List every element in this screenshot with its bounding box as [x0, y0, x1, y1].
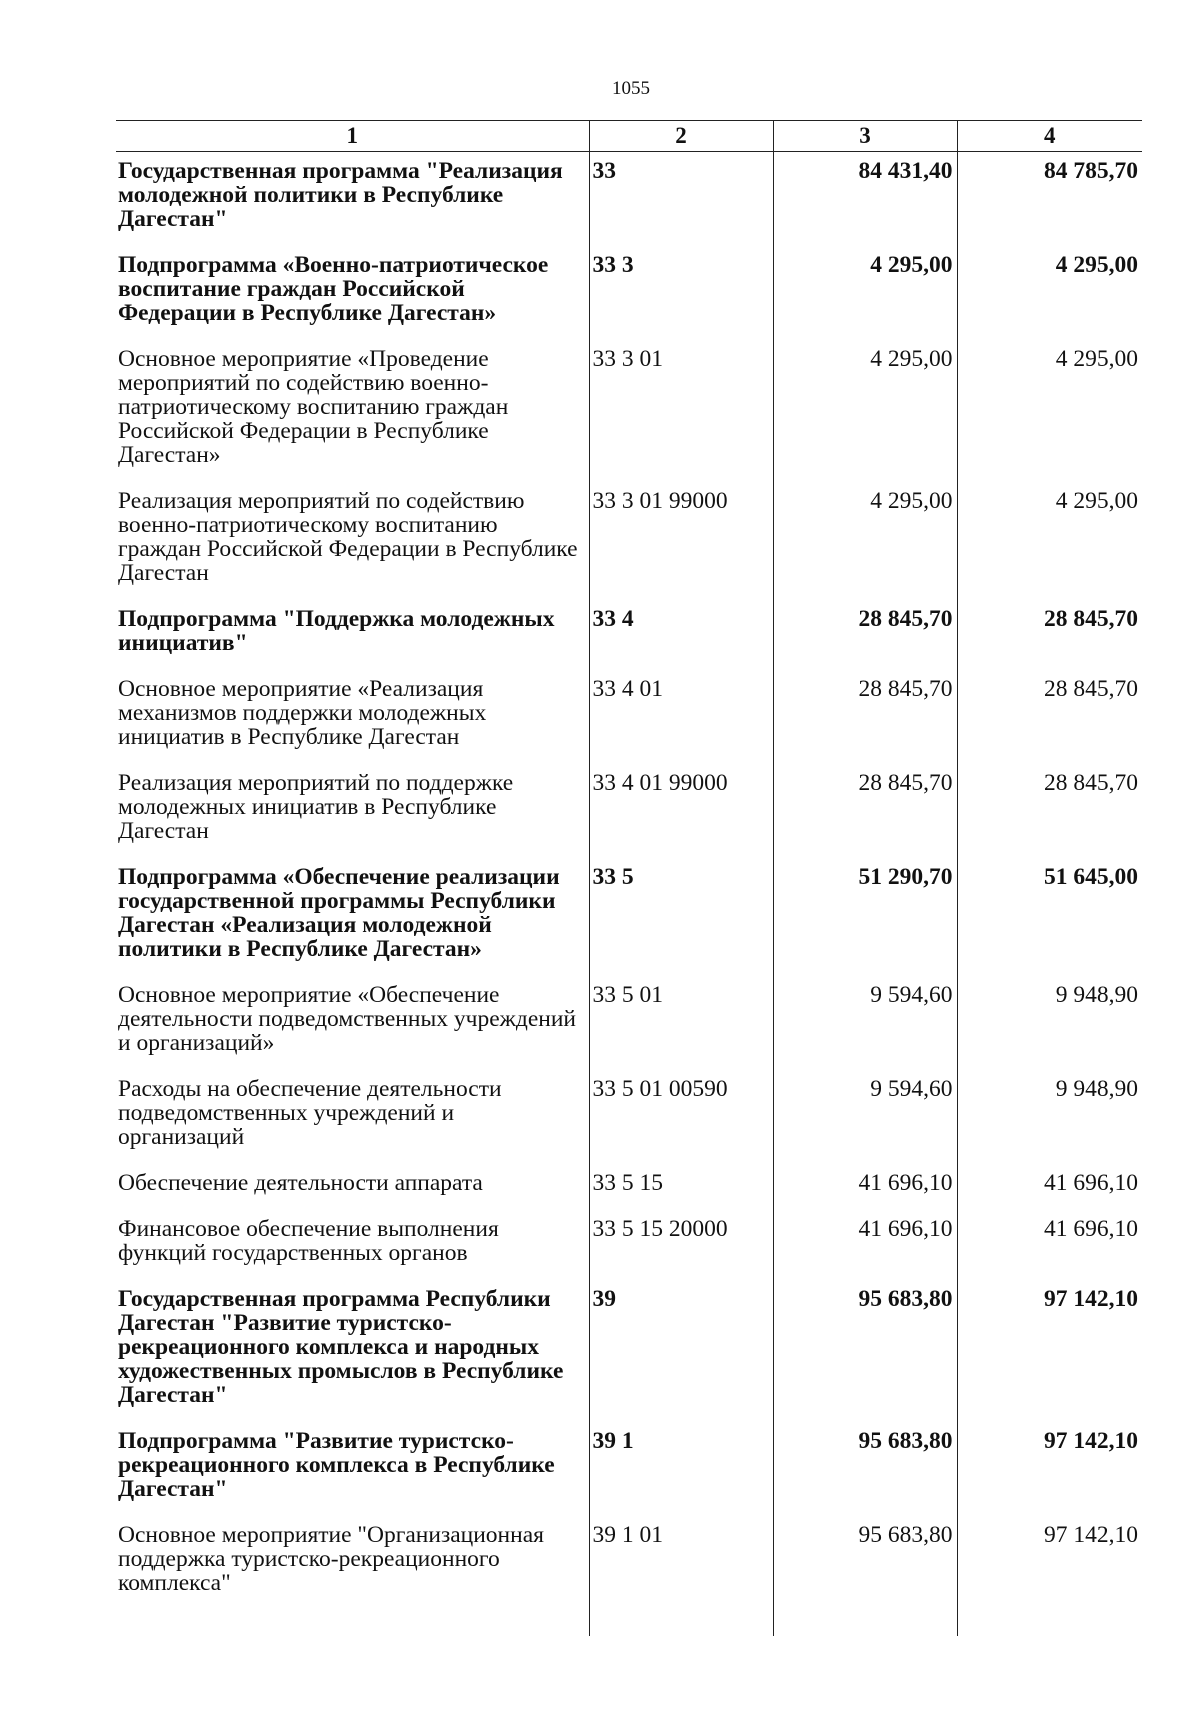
row-code-cell: 33 3: [589, 246, 773, 340]
table-row: [116, 482, 1142, 600]
row-value-col3: 41 696,10: [773, 1210, 957, 1280]
row-value-col3: 4 295,00: [773, 482, 957, 600]
row-value-col4: 9 948,90: [957, 1070, 1142, 1164]
row-value-col3: 51 290,70: [773, 858, 957, 976]
row-value-col4: 84 785,70: [957, 152, 1142, 247]
row-value-col4: 97 142,10: [957, 1280, 1142, 1422]
table-row: [116, 340, 1142, 482]
spacer-cell: [773, 1610, 957, 1636]
row-code-cell: 33 4 01: [589, 670, 773, 764]
table-row: [116, 1164, 1142, 1210]
row-value-col3: 95 683,80: [773, 1280, 957, 1422]
table-row: [116, 976, 1142, 1070]
row-name-cell: Расходы на обеспечение деятельности подведомственных учреждений и организаций: [118, 1076, 502, 1150]
spacer-cell: [116, 1610, 589, 1636]
page-number: 1055: [612, 78, 650, 99]
row-value-col3: 28 845,70: [773, 764, 957, 858]
row-name-cell: Подпрограмма «Военно-патриотическое воспитание граждан Российской Федерации в Республике Дагестан»: [118, 252, 549, 326]
table-spacer-row: [116, 1610, 1142, 1636]
table-row: [116, 1070, 1142, 1164]
row-value-col4: 9 948,90: [957, 976, 1142, 1070]
row-name-cell: Основное мероприятие «Проведение мероприятий по содействию военно-патриотическому воспитанию граждан Российской Федерации в Республике Дагестан»: [118, 346, 509, 468]
row-name-cell: Подпрограмма "Развитие туристско-рекреационного комплекса в Республике Дагестан": [118, 1428, 555, 1502]
row-code-cell: 33 5 15 20000: [589, 1210, 773, 1280]
table-row: [116, 858, 1142, 976]
row-value-col3: 95 683,80: [773, 1422, 957, 1516]
row-name-cell: Реализация мероприятий по содействию военно-патриотическому воспитанию граждан Российской Федерации в Республике Дагестан: [118, 488, 578, 586]
row-name-cell: Основное мероприятие «Обеспечение деятельности подведомственных учреждений и организаций»: [118, 982, 576, 1056]
row-code-cell: 33 3 01: [589, 340, 773, 482]
row-value-col4: 51 645,00: [957, 858, 1142, 976]
row-value-col3: 28 845,70: [773, 600, 957, 670]
spacer-cell: [957, 1610, 1142, 1636]
row-code-cell: 39 1 01: [589, 1516, 773, 1610]
table-row: [116, 1422, 1142, 1516]
header-col-4: 4: [957, 121, 1142, 152]
row-code-cell: 33 5 01: [589, 976, 773, 1070]
table-row: [116, 670, 1142, 764]
row-value-col3: 28 845,70: [773, 670, 957, 764]
row-value-col3: 41 696,10: [773, 1164, 957, 1210]
table-row: [116, 1516, 1142, 1610]
row-code-cell: 33 3 01 99000: [589, 482, 773, 600]
row-code-cell: 33: [589, 152, 773, 247]
row-value-col4: 4 295,00: [957, 246, 1142, 340]
row-value-col4: 4 295,00: [957, 482, 1142, 600]
row-value-col4: 41 696,10: [957, 1210, 1142, 1280]
budget-table: [116, 120, 1142, 1636]
row-name-cell: Обеспечение деятельности аппарата: [118, 1170, 483, 1196]
row-value-col4: 4 295,00: [957, 340, 1142, 482]
row-code-cell: 33 5 01 00590: [589, 1070, 773, 1164]
row-name-cell: Государственная программа "Реализация молодежной политики в Республике Дагестан": [118, 158, 563, 232]
row-name-cell: Подпрограмма "Поддержка молодежных инициатив": [118, 606, 555, 656]
table-row: [116, 764, 1142, 858]
table-row: [116, 600, 1142, 670]
row-value-col4: 28 845,70: [957, 600, 1142, 670]
row-name-cell: Финансовое обеспечение выполнения функций государственных органов: [118, 1216, 499, 1266]
row-name-cell: Государственная программа Республики Дагестан "Развитие туристско-рекреационного комплекса и народных художественных промыслов в Республике Дагестан": [118, 1286, 564, 1408]
row-value-col3: 84 431,40: [773, 152, 957, 247]
header-col-3: 3: [773, 121, 957, 152]
table-body: [116, 152, 1142, 1637]
row-value-col4: 28 845,70: [957, 764, 1142, 858]
row-value-col3: 9 594,60: [773, 1070, 957, 1164]
row-value-col4: 97 142,10: [957, 1422, 1142, 1516]
row-value-col3: 9 594,60: [773, 976, 957, 1070]
row-code-cell: 33 4: [589, 600, 773, 670]
row-value-col4: 97 142,10: [957, 1516, 1142, 1610]
table-row: [116, 246, 1142, 340]
row-name-cell: Основное мероприятие "Организационная поддержка туристско-рекреационного комплекса": [118, 1522, 544, 1596]
header-col-2: 2: [589, 121, 773, 152]
row-code-cell: 33 5 15: [589, 1164, 773, 1210]
row-name-cell: Подпрограмма «Обеспечение реализации государственной программы Республики Дагестан «Реализация молодежной политики в Республике Дагестан»: [118, 864, 560, 962]
table-row: [116, 1210, 1142, 1280]
row-code-cell: 39 1: [589, 1422, 773, 1516]
row-value-col4: 41 696,10: [957, 1164, 1142, 1210]
header-col-1: 1: [116, 121, 589, 152]
table-row: [116, 152, 1142, 247]
header-row: [116, 121, 1142, 152]
row-value-col3: 95 683,80: [773, 1516, 957, 1610]
table-row: [116, 1280, 1142, 1422]
row-value-col3: 4 295,00: [773, 340, 957, 482]
row-name-cell: Реализация мероприятий по поддержке молодежных инициатив в Республике Дагестан: [118, 770, 514, 844]
row-code-cell: 33 4 01 99000: [589, 764, 773, 858]
row-code-cell: 33 5: [589, 858, 773, 976]
row-code-cell: 39: [589, 1280, 773, 1422]
row-value-col3: 4 295,00: [773, 246, 957, 340]
row-value-col4: 28 845,70: [957, 670, 1142, 764]
table-header: [116, 121, 1142, 152]
spacer-cell: [589, 1610, 773, 1636]
row-name-cell: Основное мероприятие «Реализация механизмов поддержки молодежных инициатив в Республике Дагестан: [118, 676, 487, 750]
